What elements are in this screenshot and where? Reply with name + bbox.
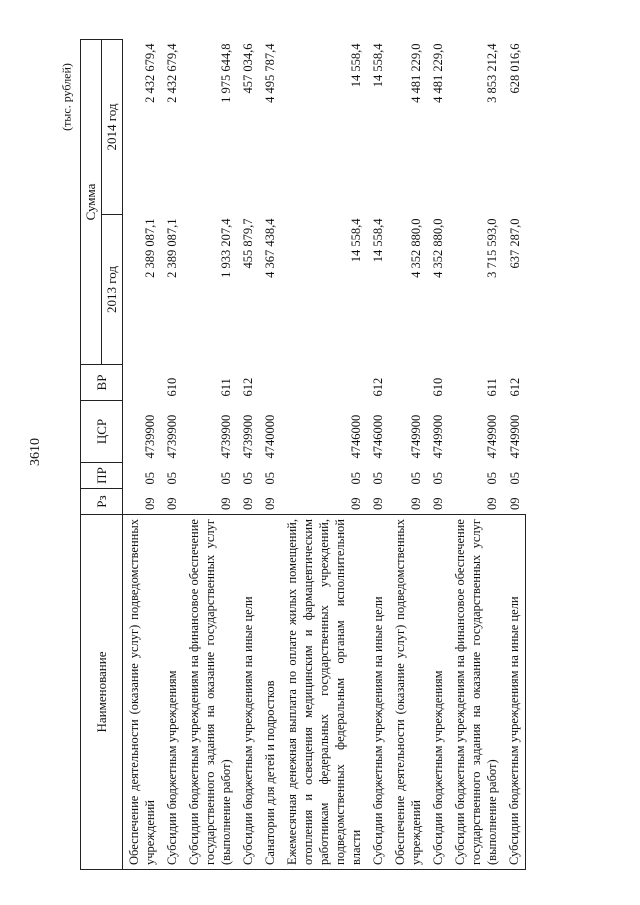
row-csr: 4739900 — [165, 414, 179, 459]
row-rz: 09 — [241, 497, 255, 510]
row-csr: 4746000 — [349, 414, 363, 459]
row-name: Субсидии бюджетным учреждениям — [427, 515, 449, 870]
table-row — [183, 40, 237, 870]
table-row — [259, 40, 281, 870]
row-name: Субсидии бюджетным учреждениям на иные цели — [237, 515, 259, 870]
row-vr — [389, 365, 427, 401]
table-row — [449, 40, 503, 870]
row-name: Санатории для детей и подростков — [259, 515, 281, 870]
row-pr: 05 — [219, 472, 233, 485]
table-row — [237, 40, 259, 870]
row-pr: 05 — [431, 472, 445, 485]
row-vr — [281, 365, 367, 401]
table-row — [281, 40, 367, 870]
table-row — [389, 40, 427, 870]
row-pr: 05 — [507, 472, 522, 485]
row-vr — [123, 365, 162, 401]
row-rz: 09 — [349, 497, 363, 510]
row-2013: 2 389 087,1 — [143, 218, 157, 278]
header-vr: ВР — [81, 365, 123, 401]
row-csr: 4749900 — [485, 414, 499, 459]
row-2014: 4 481 229,0 — [431, 43, 445, 103]
row-rz: 09 — [409, 497, 423, 510]
row-2013: 1 933 207,4 — [219, 218, 233, 278]
row-pr: 05 — [349, 472, 363, 485]
row-rz: 09 — [485, 497, 499, 510]
row-2014: 3 853 212,4 — [485, 43, 499, 103]
table-row — [123, 40, 162, 870]
row-rz: 09 — [165, 497, 179, 510]
row-vr — [259, 365, 281, 401]
row-vr: 610 — [165, 377, 179, 397]
row-name: Обеспечение деятельности (оказание услуг) подведомственных учреждений — [123, 515, 162, 870]
row-2014: 4 495 787,4 — [263, 43, 277, 103]
table-row — [503, 40, 526, 870]
row-2014: 457 034,6 — [241, 43, 255, 94]
row-2013: 14 558,4 — [349, 218, 363, 263]
row-2014: 14 558,4 — [349, 43, 363, 88]
row-pr: 05 — [485, 472, 499, 485]
header-pr: ПР — [81, 463, 123, 489]
row-pr: 05 — [143, 472, 157, 485]
header-rz: Рз — [81, 489, 123, 515]
row-csr: 4739900 — [143, 414, 157, 459]
row-2013: 637 287,0 — [507, 218, 522, 269]
row-name: Обеспечение деятельности (оказание услуг) подведомственных учреждений — [389, 515, 427, 870]
row-rz: 09 — [219, 497, 233, 510]
row-csr: 4749900 — [409, 414, 423, 459]
row-pr: 05 — [165, 472, 179, 485]
row-2014: 628 016,6 — [507, 43, 522, 94]
row-vr: 612 — [507, 377, 522, 397]
row-csr: 4746000 — [371, 414, 385, 459]
row-vr: 611 — [219, 378, 233, 397]
row-pr: 05 — [263, 472, 277, 485]
header-2013: 2013 год — [102, 215, 123, 365]
row-rz: 09 — [507, 497, 522, 510]
table-row — [427, 40, 449, 870]
budget-table-container — [80, 40, 534, 870]
row-rz: 09 — [431, 497, 445, 510]
header-sum: Сумма — [81, 40, 102, 365]
row-rz: 09 — [143, 497, 157, 510]
row-name: Субсидии бюджетным учреждениям на финансовое обеспечение государственного задания на оказание государственных услуг (выполнение работ) — [449, 515, 503, 870]
row-rz: 09 — [263, 497, 277, 510]
row-pr: 05 — [409, 472, 423, 485]
row-2014: 2 432 679,4 — [165, 43, 179, 103]
row-2013: 3 715 593,0 — [485, 218, 499, 278]
row-vr: 612 — [371, 377, 385, 397]
row-name: Субсидии бюджетным учреждениям на финансовое обеспечение государственного задания на оказание государственных услуг (выполнение работ) — [183, 515, 237, 870]
table-row — [161, 40, 183, 870]
row-name: Субсидии бюджетным учреждениям — [161, 515, 183, 870]
row-name: Субсидии бюджетным учреждениям на иные цели — [367, 515, 389, 870]
header-name: Наименование — [81, 515, 123, 870]
row-csr: 4740000 — [263, 414, 277, 459]
header-2014: 2014 год — [102, 40, 123, 215]
row-2013: 455 879,7 — [241, 218, 255, 269]
row-pr: 05 — [241, 472, 255, 485]
row-name: Ежемесячная денежная выплата по оплате жилых помещений, отопления и освещения медицинским и фармацевтическим работникам федеральных государственных учреждений, подведомственных федеральным органам исполнительной власти — [281, 515, 367, 870]
budget-table — [80, 39, 526, 870]
row-2013: 4 352 880,0 — [409, 218, 423, 278]
rotated-sheet — [80, 40, 534, 870]
row-csr: 4749900 — [507, 414, 522, 459]
row-2014: 4 481 229,0 — [409, 43, 423, 103]
row-csr: 4739900 — [219, 414, 233, 459]
row-vr: 612 — [241, 377, 255, 397]
row-pr: 05 — [371, 472, 385, 485]
row-2013: 4 367 438,4 — [263, 218, 277, 278]
row-2013: 14 558,4 — [371, 218, 385, 263]
row-csr: 4749900 — [431, 414, 445, 459]
row-2013: 4 352 880,0 — [431, 218, 445, 278]
row-2014: 14 558,4 — [371, 43, 385, 88]
table-row — [367, 40, 389, 870]
row-vr: 610 — [431, 377, 445, 397]
row-2013: 2 389 087,1 — [165, 218, 179, 278]
row-2014: 1 975 644,8 — [219, 43, 233, 103]
units-label: (тыс. рублей) — [59, 63, 74, 131]
row-2014: 2 432 679,4 — [143, 43, 157, 103]
header-csr: ЦСР — [81, 401, 123, 463]
row-name: Субсидии бюджетным учреждениям на иные цели — [503, 515, 526, 870]
row-rz: 09 — [371, 497, 385, 510]
row-csr: 4739900 — [241, 414, 255, 459]
row-vr: 611 — [485, 378, 499, 397]
page-number: 3610 — [28, 438, 43, 466]
